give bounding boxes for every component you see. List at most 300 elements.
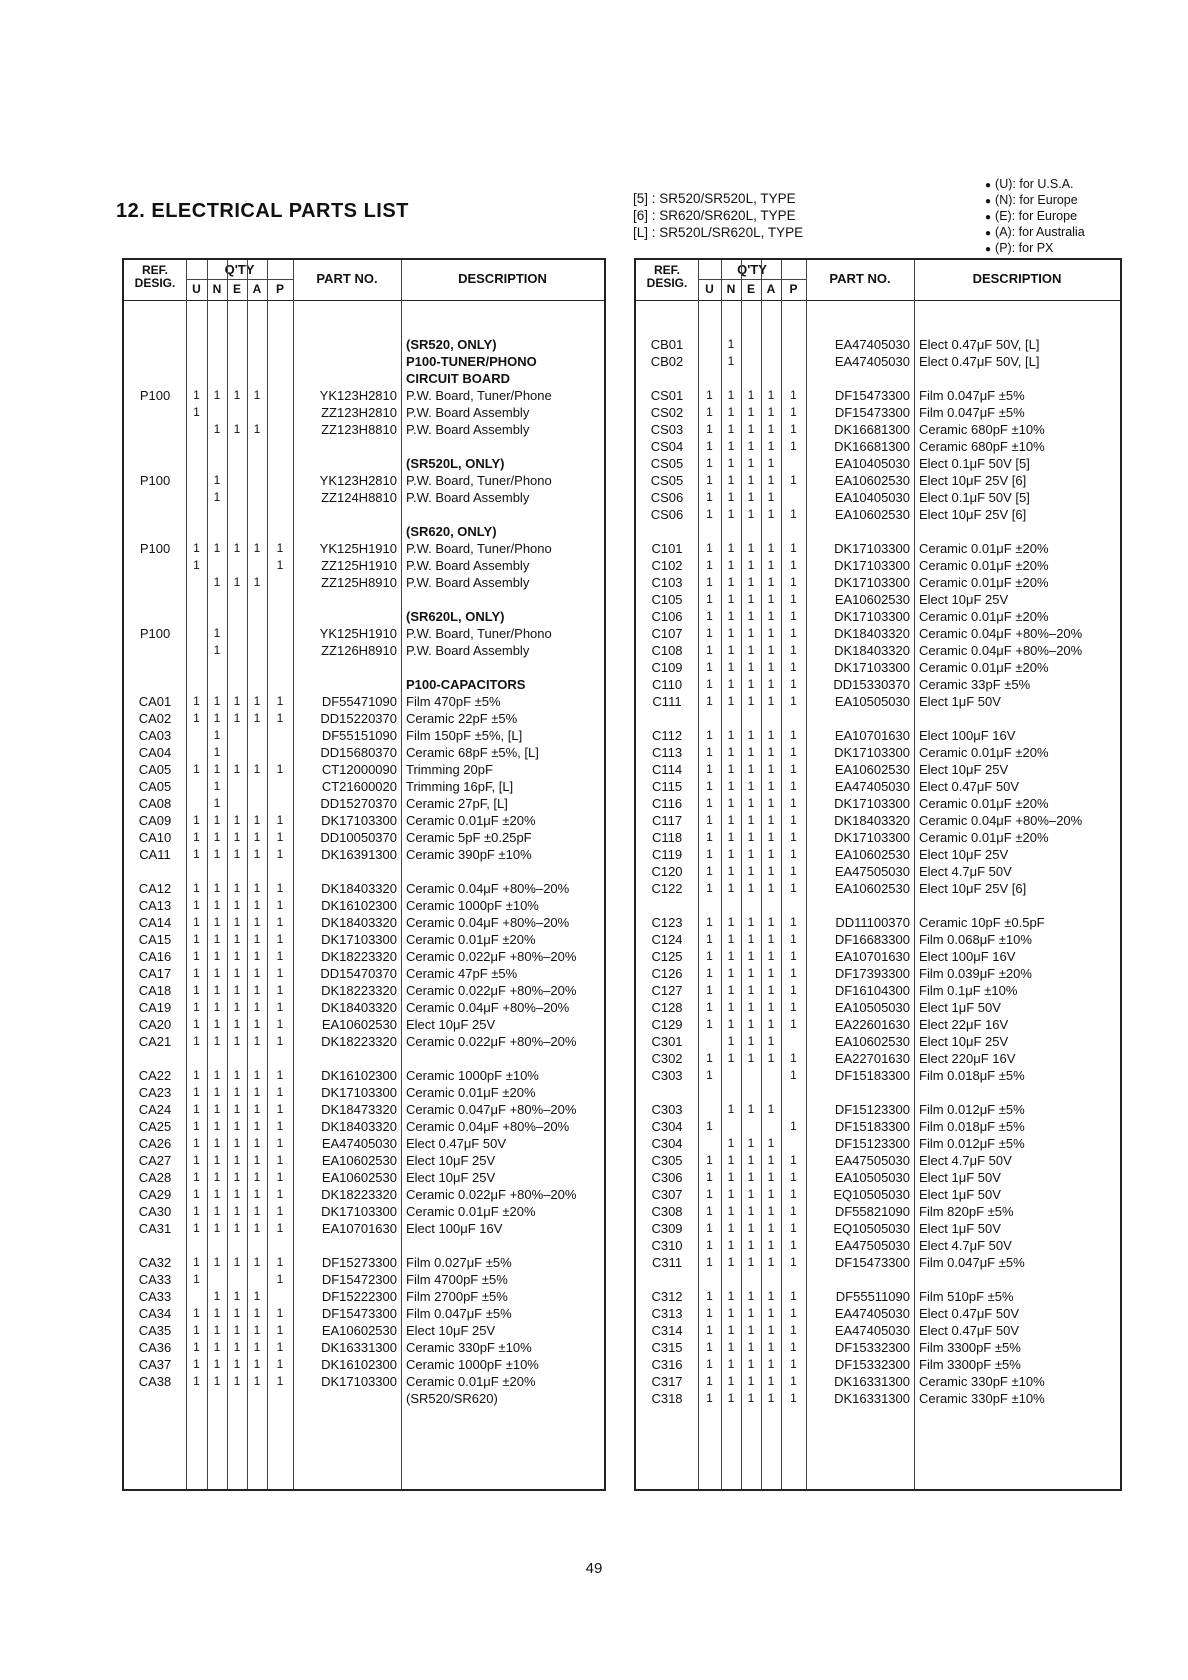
- qty-u: 1: [706, 779, 713, 793]
- qty-e: 1: [233, 422, 241, 436]
- part-number: EA47505030: [834, 1238, 910, 1253]
- qty-e: 1: [233, 1306, 241, 1320]
- table-row: [636, 1169, 1120, 1186]
- ref-designator: C116: [651, 796, 683, 811]
- qty-n: 1: [727, 1357, 735, 1371]
- qty-n: 1: [213, 1340, 221, 1354]
- qty-e: 1: [747, 660, 755, 674]
- part-number: ZZ123H2810: [321, 405, 397, 420]
- description: P.W. Board, Tuner/Phono: [406, 473, 552, 488]
- qty-e: 1: [233, 813, 241, 827]
- qty-p: 1: [276, 813, 284, 827]
- description: Ceramic 1000pF ±10%: [406, 1357, 539, 1372]
- description: Ceramic 10pF ±0.5pF: [919, 915, 1045, 930]
- table-row: [636, 557, 1120, 574]
- table-row: [124, 1101, 604, 1118]
- qty-n: 1: [727, 830, 735, 844]
- qty-u: 1: [706, 660, 713, 674]
- qty-n: 1: [727, 762, 735, 776]
- table-row: [636, 608, 1120, 625]
- qty-n: 1: [727, 1255, 735, 1269]
- part-number: EA10701630: [834, 728, 910, 743]
- description: Elect 4.7μF 50V: [919, 864, 1012, 879]
- table-row: [636, 1067, 1120, 1084]
- table-header: [124, 260, 604, 301]
- description: Film 470pF ±5%: [406, 694, 501, 709]
- ref-designator: C114: [651, 762, 683, 777]
- qty-p: 1: [790, 779, 797, 793]
- qty-u: 1: [706, 1289, 713, 1303]
- table-row: [124, 914, 604, 931]
- part-number: EA47405030: [834, 779, 910, 794]
- description: (SR520/SR620): [406, 1391, 498, 1406]
- qty-n: 1: [213, 745, 221, 759]
- qty-n: 1: [213, 626, 221, 640]
- qty-e: 1: [747, 456, 755, 470]
- qty-u: 1: [706, 507, 713, 521]
- qty-p: 1: [790, 1068, 797, 1082]
- part-number: DF17393300: [834, 966, 910, 981]
- table-row: [124, 880, 604, 897]
- ref-designator: P100: [139, 473, 171, 488]
- qty-u: 1: [193, 1034, 200, 1048]
- qty-e: 1: [233, 1170, 241, 1184]
- qty-u: 1: [193, 541, 200, 555]
- ref-designator: CS04: [650, 439, 684, 454]
- qty-e: 1: [233, 1085, 241, 1099]
- ref-designator: CA05: [138, 779, 172, 794]
- description: Elect 10μF 25V: [919, 847, 1009, 862]
- part-number: DK16331300: [321, 1340, 397, 1355]
- description: Ceramic 33pF ±5%: [919, 677, 1031, 692]
- description: Ceramic 330pF ±10%: [919, 1391, 1045, 1406]
- qty-a: 1: [767, 1221, 775, 1235]
- section-heading: P100-CAPACITORS: [406, 677, 526, 692]
- ref-designator: C301: [651, 1034, 683, 1049]
- qty-a: 1: [253, 932, 261, 946]
- ref-designator: CS06: [650, 507, 684, 522]
- qty-p: 1: [790, 1323, 797, 1337]
- qty-n: 1: [727, 439, 735, 453]
- qty-u: 1: [193, 1000, 200, 1014]
- qty-p: 1: [790, 745, 797, 759]
- table-row: [124, 1067, 604, 1084]
- part-number: EA10602530: [834, 592, 910, 607]
- qty-e: 1: [233, 1323, 241, 1337]
- ref-designator: C125: [651, 949, 683, 964]
- qty-a: 1: [767, 847, 775, 861]
- part-number: DK18223320: [321, 983, 397, 998]
- table-row: [124, 1016, 604, 1033]
- part-number: CT21600020: [321, 779, 397, 794]
- qty-a: 1: [767, 1153, 775, 1167]
- qty-e: 1: [747, 1017, 755, 1031]
- qty-e: 1: [233, 1187, 241, 1201]
- description: Ceramic 0.04μF +80%–20%: [406, 881, 570, 896]
- qty-n: 1: [213, 388, 221, 402]
- ref-designator: P100: [139, 541, 171, 556]
- table-row: [124, 1271, 604, 1288]
- qty-u: 1: [706, 864, 713, 878]
- qty-u: 1: [193, 558, 200, 572]
- bullet-icon: ●: [985, 212, 992, 223]
- bullet-icon: ●: [985, 228, 992, 239]
- qty-n: 1: [213, 1136, 221, 1150]
- qty-u: 1: [193, 1170, 200, 1184]
- qty-n: 1: [727, 1374, 735, 1388]
- qty-p: 1: [790, 609, 797, 623]
- description: Ceramic 0.01μF ±20%: [919, 575, 1049, 590]
- qty-p: 1: [790, 558, 797, 572]
- table-row: [636, 1254, 1120, 1271]
- qty-e: 1: [747, 643, 755, 657]
- qty-u: 1: [706, 439, 713, 453]
- ref-designator: CA25: [138, 1119, 172, 1134]
- description: Film 820pF ±5%: [919, 1204, 1014, 1219]
- qty-e: 1: [233, 898, 241, 912]
- description: Film 0.018μF ±5%: [919, 1119, 1025, 1134]
- qty-a: 1: [767, 1136, 775, 1150]
- qty-n: 1: [213, 932, 221, 946]
- qty-u: 1: [706, 1374, 713, 1388]
- qty-n: 1: [727, 1136, 735, 1150]
- description: Elect 0.47μF 50V, [L]: [919, 354, 1040, 369]
- part-number: DK17103300: [321, 1374, 397, 1389]
- table-row: [124, 1305, 604, 1322]
- qty-e: 1: [747, 983, 755, 997]
- qty-u: 1: [193, 1085, 200, 1099]
- description: Ceramic 0.04μF +80%–20%: [919, 643, 1083, 658]
- description: Elect 10μF 25V [6]: [919, 507, 1027, 522]
- type-note: [6] : SR620/SR620L, TYPE: [633, 208, 796, 223]
- qty-a: 1: [253, 1000, 261, 1014]
- qty-u: 1: [193, 1357, 200, 1371]
- qty-p: 1: [790, 1051, 797, 1065]
- qty-e: 1: [747, 779, 755, 793]
- description: Elect 10μF 25V: [919, 762, 1009, 777]
- qty-u: 1: [706, 626, 713, 640]
- part-number: EA10602530: [834, 762, 910, 777]
- qty-e: 1: [747, 1391, 755, 1405]
- qty-u: 1: [706, 881, 713, 895]
- qty-a: 1: [253, 422, 261, 436]
- qty-u: 1: [706, 388, 713, 402]
- description: Ceramic 22pF ±5%: [406, 711, 518, 726]
- qty-u: 1: [706, 490, 713, 504]
- table-row: [636, 727, 1120, 744]
- qty-u: 1: [193, 694, 200, 708]
- qty-p: 1: [790, 1391, 797, 1405]
- description: Film 0.068μF ±10%: [919, 932, 1032, 947]
- qty-u: 1: [706, 473, 713, 487]
- qty-e: 1: [747, 966, 755, 980]
- qty-n: 1: [727, 541, 735, 555]
- part-number: EQ10505030: [833, 1221, 910, 1236]
- ref-designator: C112: [651, 728, 683, 743]
- ref-designator: CA32: [138, 1255, 172, 1270]
- qty-e: 1: [747, 439, 755, 453]
- table-row: [124, 727, 604, 744]
- description: Film 0.1μF ±10%: [919, 983, 1018, 998]
- qty-e: 1: [233, 1340, 241, 1354]
- part-number: YK123H2810: [319, 388, 397, 403]
- qty-e: 1: [233, 830, 241, 844]
- description: Film 0.018μF ±5%: [919, 1068, 1025, 1083]
- qty-n: 1: [727, 949, 735, 963]
- table-row: [124, 336, 604, 353]
- description: Film 0.012μF ±5%: [919, 1102, 1025, 1117]
- ref-designator: CA01: [138, 694, 172, 709]
- ref-designator: C316: [651, 1357, 683, 1372]
- ref-designator: C317: [651, 1374, 683, 1389]
- qty-a: 1: [253, 388, 261, 402]
- qty-u: 1: [706, 575, 713, 589]
- description: Ceramic 0.01μF ±20%: [919, 660, 1049, 675]
- table-row: [124, 353, 604, 370]
- table-row: [124, 540, 604, 557]
- qty-u: 1: [193, 762, 200, 776]
- qty-a: 1: [253, 1068, 261, 1082]
- table-row: [636, 795, 1120, 812]
- description: Ceramic 0.047μF +80%–20%: [406, 1102, 577, 1117]
- ref-designator: CS05: [650, 456, 684, 471]
- description: Elect 100μF 16V: [919, 949, 1016, 964]
- qty-p: 1: [790, 1255, 797, 1269]
- table-row: [124, 472, 604, 489]
- part-no-header: PART NO.: [829, 271, 891, 286]
- description: Elect 1μF 50V: [919, 694, 1001, 709]
- qty-n: 1: [213, 1289, 221, 1303]
- qty-u: 1: [193, 1306, 200, 1320]
- qty-p: 1: [276, 558, 284, 572]
- qty-p: 1: [276, 1085, 284, 1099]
- description: Film 150pF ±5%, [L]: [406, 728, 523, 743]
- part-number: EA10602530: [834, 507, 910, 522]
- qty-p: 1: [790, 592, 797, 606]
- qty-n: 1: [213, 1068, 221, 1082]
- part-number: DF15183300: [834, 1119, 910, 1134]
- qty-p: 1: [276, 1119, 284, 1133]
- qty-n: 1: [727, 966, 735, 980]
- qty-p: 1: [790, 1289, 797, 1303]
- description: Elect 100μF 16V: [919, 728, 1016, 743]
- qty-a: 1: [253, 762, 261, 776]
- part-number: EA10602530: [834, 473, 910, 488]
- table-row: [636, 829, 1120, 846]
- qty-a: 1: [253, 1017, 261, 1031]
- qty-e: 1: [747, 1153, 755, 1167]
- ref-designator: CA17: [138, 966, 172, 981]
- qty-p: 1: [790, 983, 797, 997]
- ref-designator: CA33: [138, 1272, 172, 1287]
- ref-designator: CA30: [138, 1204, 172, 1219]
- qty-e: 1: [747, 864, 755, 878]
- part-number: ZZ125H8910: [321, 575, 397, 590]
- qty-n: 1: [213, 1374, 221, 1388]
- qty-n: 1: [213, 1323, 221, 1337]
- qty-p: 1: [790, 1170, 797, 1184]
- qty-u: 1: [706, 1051, 713, 1065]
- qty-n: 1: [727, 677, 735, 691]
- ref-designator: C119: [651, 847, 683, 862]
- qty-e: 1: [747, 847, 755, 861]
- qty-u: 1: [706, 762, 713, 776]
- part-number: DF15473300: [321, 1306, 397, 1321]
- description: Ceramic 0.01μF ±20%: [919, 796, 1049, 811]
- qty-e: 1: [233, 1153, 241, 1167]
- qty-e: 1: [233, 1136, 241, 1150]
- qty-n: 1: [213, 575, 221, 589]
- qty-p: 1: [790, 864, 797, 878]
- description: Elect 22μF 16V: [919, 1017, 1009, 1032]
- part-number: EA47405030: [834, 337, 910, 352]
- qty-e: 1: [747, 473, 755, 487]
- description: Ceramic 0.022μF +80%–20%: [406, 1034, 577, 1049]
- qty-n: 1: [727, 1340, 735, 1354]
- qty-e: 1: [747, 932, 755, 946]
- part-number: DK16681300: [834, 422, 910, 437]
- qty-p: 1: [276, 1340, 284, 1354]
- qty-u: 1: [706, 915, 713, 929]
- qty-e: 1: [747, 541, 755, 555]
- table-header: [636, 260, 1120, 301]
- qty-e: 1: [747, 728, 755, 742]
- qty-a: 1: [767, 1187, 775, 1201]
- description: Ceramic 390pF ±10%: [406, 847, 532, 862]
- ref-designator: C115: [651, 779, 683, 794]
- table-row: [124, 1356, 604, 1373]
- qty-a: 1: [253, 1289, 261, 1303]
- qty-a: 1: [253, 983, 261, 997]
- part-number: EA10505030: [834, 1170, 910, 1185]
- description: Ceramic 330pF ±10%: [406, 1340, 532, 1355]
- qty-p: 1: [276, 915, 284, 929]
- ref-designator: C311: [651, 1255, 683, 1270]
- part-number: DK18473320: [321, 1102, 397, 1117]
- qty-u: 1: [706, 728, 713, 742]
- qty-p: 1: [276, 541, 284, 555]
- table-row: [124, 676, 604, 693]
- qty-p: 1: [790, 728, 797, 742]
- part-number: DK18403320: [321, 1119, 397, 1134]
- qty-p: 1: [790, 932, 797, 946]
- description: Ceramic 47pF ±5%: [406, 966, 518, 981]
- description: Elect 10μF 25V [6]: [919, 473, 1027, 488]
- qty-n: 1: [727, 1017, 735, 1031]
- description-header: DESCRIPTION: [972, 271, 1062, 286]
- ref-designator: C127: [651, 983, 683, 998]
- qty-p: 1: [790, 507, 797, 521]
- qty-e: 1: [747, 405, 755, 419]
- qty-divider: [186, 279, 293, 280]
- table-row: [636, 710, 1120, 727]
- description: Elect 10μF 25V: [406, 1170, 496, 1185]
- qty-e: 1: [233, 1119, 241, 1133]
- qty-e: 1: [233, 388, 241, 402]
- qty-a: 1: [253, 1221, 261, 1235]
- qty-p: 1: [276, 1272, 284, 1286]
- part-number: DF55511090: [835, 1289, 910, 1304]
- ref-designator: CS03: [650, 422, 684, 437]
- qty-u: 1: [706, 694, 713, 708]
- qty-p: 1: [790, 677, 797, 691]
- qty-e: 1: [747, 1238, 755, 1252]
- qty-n: 1: [727, 473, 735, 487]
- qty-a: 1: [767, 864, 775, 878]
- qty-n: 1: [213, 915, 221, 929]
- table-row: [636, 1322, 1120, 1339]
- qty-a: 1: [253, 1255, 261, 1269]
- table-row: [124, 829, 604, 846]
- region-note: ● (A): for Australia: [985, 225, 1085, 239]
- qty-a: 1: [767, 1170, 775, 1184]
- qty-a: 1: [767, 439, 775, 453]
- description: Ceramic 1000pF ±10%: [406, 1068, 539, 1083]
- qty-e: 1: [747, 388, 755, 402]
- qty-p: 1: [790, 1221, 797, 1235]
- table-row: [636, 982, 1120, 999]
- qty-a: 1: [767, 1306, 775, 1320]
- ref-designator: C314: [651, 1323, 683, 1338]
- description: Elect 0.1μF 50V [5]: [919, 490, 1030, 505]
- qty-a: 1: [253, 898, 261, 912]
- qty-p: 1: [276, 1306, 284, 1320]
- qty-p: 1: [790, 1357, 797, 1371]
- qty-a: 1: [767, 796, 775, 810]
- ref-designator: CB01: [650, 337, 684, 352]
- qty-u: 1: [706, 745, 713, 759]
- description: P.W. Board, Tuner/Phono: [406, 541, 552, 556]
- qty-n-header: N: [212, 282, 222, 296]
- qty-e: 1: [233, 575, 241, 589]
- qty-u: 1: [193, 881, 200, 895]
- part-number: DD15470370: [320, 966, 397, 981]
- qty-a: 1: [767, 779, 775, 793]
- qty-u: 1: [706, 456, 713, 470]
- qty-e: 1: [747, 1170, 755, 1184]
- table-row: [636, 761, 1120, 778]
- table-row: [124, 1322, 604, 1339]
- ref-designator: C302: [651, 1051, 683, 1066]
- qty-a: 1: [767, 1374, 775, 1388]
- ref-designator: CS02: [650, 405, 684, 420]
- qty-u: 1: [706, 966, 713, 980]
- ref-designator: CA34: [138, 1306, 172, 1321]
- part-number: DK18223320: [321, 1187, 397, 1202]
- table-row: [636, 931, 1120, 948]
- qty-u: 1: [706, 1119, 713, 1133]
- qty-u: 1: [193, 915, 200, 929]
- description-header: DESCRIPTION: [458, 271, 547, 286]
- qty-a: 1: [767, 728, 775, 742]
- table-row: [124, 523, 604, 540]
- part-number: DK16681300: [834, 439, 910, 454]
- qty-u: 1: [193, 1136, 200, 1150]
- description: Ceramic 68pF ±5%, [L]: [406, 745, 539, 760]
- table-row: [124, 506, 604, 523]
- qty-e: 1: [747, 677, 755, 691]
- description: Ceramic 0.022μF +80%–20%: [406, 949, 577, 964]
- table-row: [124, 489, 604, 506]
- qty-a: 1: [767, 1340, 775, 1354]
- ref-designator: C103: [651, 575, 683, 590]
- part-number: YK125H1910: [319, 626, 397, 641]
- qty-u: 1: [706, 405, 713, 419]
- qty-e: 1: [747, 745, 755, 759]
- qty-a: 1: [253, 1306, 261, 1320]
- qty-p: 1: [790, 1204, 797, 1218]
- part-number: YK123H2810: [319, 473, 397, 488]
